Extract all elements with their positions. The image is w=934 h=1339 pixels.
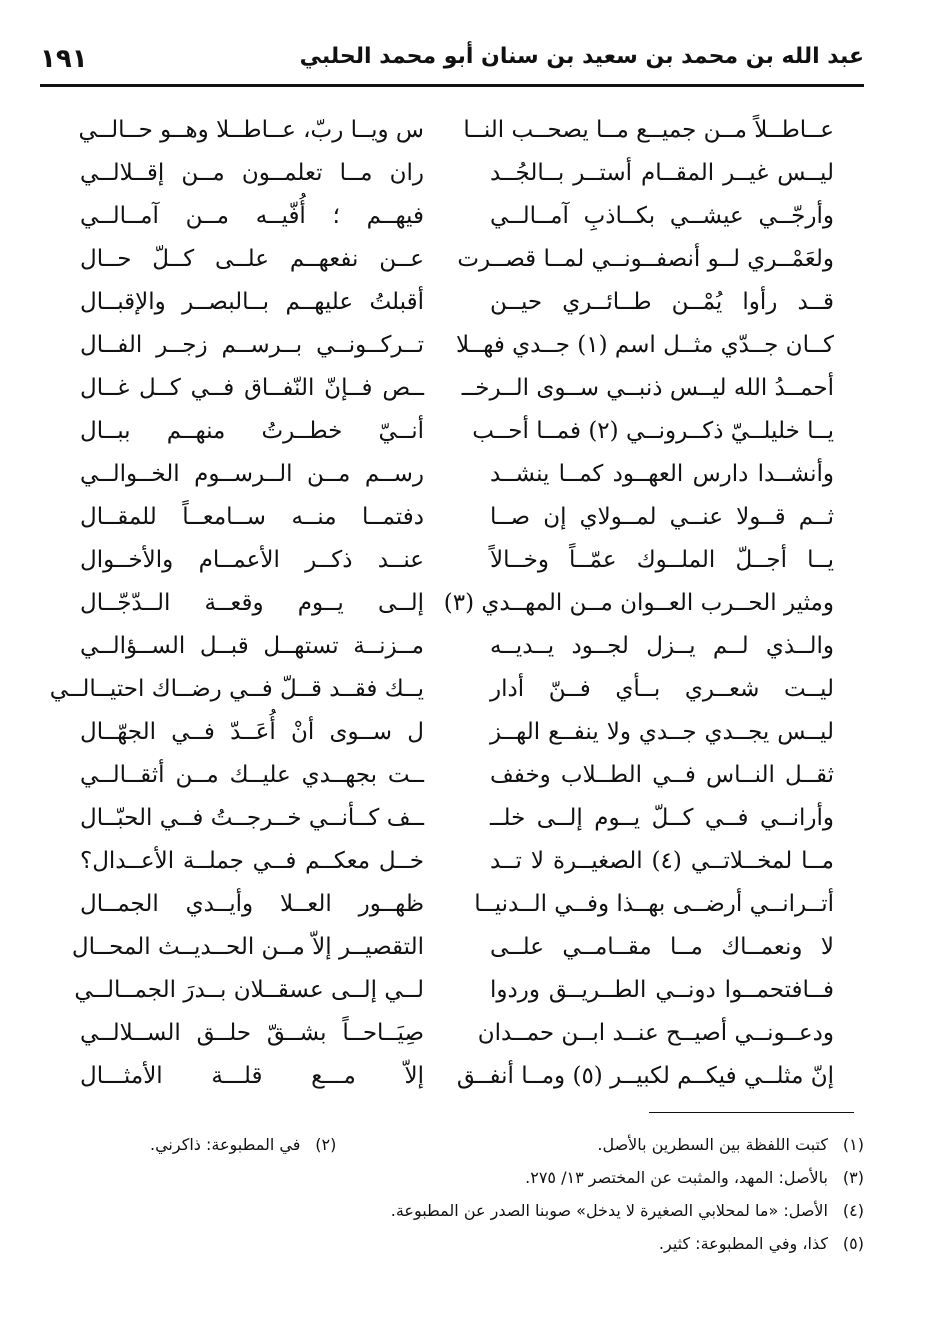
verse-line xyxy=(80,194,834,238)
footnote-row xyxy=(150,1161,864,1194)
header-rule xyxy=(40,84,864,87)
verse-line xyxy=(80,1054,834,1098)
verse-first-hemistich: فــافتحمــوا دونــي الطــريــق وردوا xyxy=(490,977,834,1003)
footnote-text: في المطبوعة: ذاكرني. xyxy=(150,1135,301,1154)
verse-second-hemistich: تــركــونــي بــرســم زجــر الفــال xyxy=(80,332,424,358)
footnote-1 xyxy=(597,1128,864,1161)
verse-second-hemistich: صِيَــاحــاً بشــقّ حلــق الســلالــي xyxy=(80,1020,424,1046)
verse-first-hemistich: وأرجّــي عيشــي بكــاذبِ آمــالــي xyxy=(490,203,834,229)
verse-line xyxy=(80,710,834,754)
verse-first-hemistich: ليــس غيــر المقــام أستــر بــالجُــد xyxy=(490,160,834,186)
verse-second-hemistich: س ويــا ربّ، عــاطــلا وهــو حــالــي xyxy=(78,117,424,143)
verse-first-hemistich: ثــم قــولا عنــي لمــولاي إن صــا xyxy=(490,504,834,530)
verse-second-hemistich: إلاّ مـــع قلـــة الأمثـــال xyxy=(80,1063,424,1089)
verse-line xyxy=(80,624,834,668)
footnote-number: (٣) xyxy=(842,1168,864,1187)
verse-first-hemistich: وأرانــي فــي كــلّ يــوم إلــى خلــ xyxy=(490,805,834,831)
verse-second-hemistich: يــك فقــد قــلّ فــي رضــاك احتيــالــي xyxy=(49,676,424,702)
verse-first-hemistich: عــاطــلاً مــن جميــع مــا يصحــب النــا xyxy=(463,117,834,143)
verse-second-hemistich: عــن نفعهــم علــى كــلّ حــال xyxy=(80,246,424,272)
verse-second-hemistich: ران مــا تعلمــون مــن إقــلالــي xyxy=(80,160,424,186)
verse-second-hemistich: ــت بجهــدي عليــك مــن أثقــالــي xyxy=(80,762,424,788)
page-number: ١٩١ xyxy=(40,44,88,74)
footnote-row xyxy=(150,1194,864,1227)
footnote-number: (٤) xyxy=(842,1201,864,1220)
footnote-text: بالأصل: المهد، والمثبت عن المختصر ١٣/ ٢٧٥. xyxy=(525,1168,828,1187)
verse-line xyxy=(80,108,834,152)
verse-first-hemistich: ومثير الحــرب العــوان مــن المهــدي (٣) xyxy=(443,590,834,616)
verse-line xyxy=(80,280,834,324)
verse-line xyxy=(80,323,834,367)
verse-first-hemistich: أتــرانــي أرضــى بهــذا وفــي الــدنيــا xyxy=(474,891,834,917)
verse-second-hemistich: ل ســوى أنْ أُعَــدّ فــي الجهّــال xyxy=(80,719,424,745)
verse-first-hemistich: ليــت شعــري بــأي فــنّ أدار xyxy=(490,676,834,702)
verse-second-hemistich: ظهــور العــلا وأيــدي الجمــال xyxy=(80,891,424,917)
verse-line xyxy=(80,495,834,539)
verse-first-hemistich: قــد رأوا يُمْــن طــائــري حيــن xyxy=(490,289,834,315)
verse-second-hemistich: ــص فــإنّ النّفــاق فــي كــل غــال xyxy=(80,375,424,401)
verse-line xyxy=(80,839,834,883)
verse-first-hemistich: لا ونعمــاك مــا مقــامــي علــى xyxy=(490,934,834,960)
verse-line xyxy=(74,968,834,1012)
verse-second-hemistich: لــي إلــى عسقــلان بــدرَ الجمــالــي xyxy=(74,977,424,1003)
verse-first-hemistich: يــا أجــلّ الملــوك عمّــاً وخــالاً xyxy=(490,547,834,573)
verse-line xyxy=(80,796,834,840)
footnote-row xyxy=(150,1227,864,1260)
verse-first-hemistich: أحمــدُ الله ليــس ذنبــي ســوى الــرخــ xyxy=(461,375,834,401)
footnote-number: (٢) xyxy=(315,1135,337,1154)
verse-first-hemistich: ودعــونــي أصيــح عنــد ابــن حمــدان xyxy=(477,1020,834,1046)
verse-line xyxy=(71,925,834,969)
verse-first-hemistich: ليــس يجــدي جــدي ولا ينفــع الهــز xyxy=(490,719,834,745)
footnotes xyxy=(150,1128,864,1260)
footnote-text: كتبت اللفظة بين السطرين بالأصل. xyxy=(597,1135,828,1154)
verse-first-hemistich: ولعَمْــري لــو أنصفــونــي لمــا قصــرت xyxy=(457,246,834,272)
running-title: عبد الله بن محمد بن سعيد بن سنان أبو محمد الحلبي xyxy=(299,44,864,69)
footnote-3 xyxy=(525,1161,864,1194)
verse-line xyxy=(80,538,834,582)
footnote-row xyxy=(150,1128,864,1161)
verse-first-hemistich: يــا خليلــيّ ذكــرونــي (٢) فمــا أحــب xyxy=(472,418,834,444)
verse-second-hemistich: فيهــم ؛ أُفّيــه مــن آمــالــي xyxy=(80,203,424,229)
verse-line xyxy=(49,667,834,711)
verse-line xyxy=(80,452,834,496)
footnote-text: كذا، وفي المطبوعة: كثير. xyxy=(658,1234,828,1253)
verse-first-hemistich: والــذي لــم يــزل لجــود يــديــه xyxy=(490,633,834,659)
verse-line xyxy=(80,581,834,625)
verse-line xyxy=(80,882,834,926)
verse-second-hemistich: عنــد ذكــر الأعمــام والأخــوال xyxy=(80,547,424,573)
verse-first-hemistich: مــا لمخــلاتــي (٤) الصغيــرة لا تــد xyxy=(490,848,834,874)
verse-line xyxy=(80,237,834,281)
verse-second-hemistich: التقصيــر إلاّ مــن الحــديــث المحــال xyxy=(71,934,424,960)
verse-second-hemistich: ــف كــأنــي خــرجــتُ فــي الحبّــال xyxy=(80,805,424,831)
verse-second-hemistich: رســم مــن الــرســوم الخــوالــي xyxy=(80,461,424,487)
footnote-text: الأصل: «ما لمحلابي الصغيرة لا يدخل» صوبنا الصدر عن المطبوعة. xyxy=(390,1201,828,1220)
verse-line xyxy=(80,151,834,195)
verse-first-hemistich: ثقــل النــاس فــي الطــلاب وخفف xyxy=(490,762,834,788)
verse-second-hemistich: أقبلتُ عليهــم بــالبصــر والإقبــال xyxy=(80,289,424,315)
verse-line xyxy=(80,1011,834,1055)
verse-line xyxy=(80,366,834,410)
verse-second-hemistich: مــزنــة تستهــل قبــل الســؤالــي xyxy=(80,633,424,659)
verse-second-hemistich: دفتمــا منــه ســامعــاً للمقــال xyxy=(80,504,424,530)
footnote-2 xyxy=(150,1128,336,1161)
verse-first-hemistich: إنّ مثلــي فيكــم لكبيــر (٥) ومــا أنفــق xyxy=(456,1063,834,1089)
footnote-number: (٥) xyxy=(842,1234,864,1253)
footnote-rule xyxy=(649,1112,854,1113)
verse-line xyxy=(80,409,834,453)
verse-first-hemistich: كــان جــدّي مثــل اسم (١) جــدي فهــلا xyxy=(456,332,834,358)
poem-body xyxy=(49,108,834,1098)
footnote-5 xyxy=(659,1227,864,1260)
footnote-4 xyxy=(391,1194,864,1227)
verse-first-hemistich: وأنشــدا دارس العهــود كمــا ينشــد xyxy=(490,461,834,487)
verse-line xyxy=(80,753,834,797)
verse-second-hemistich: أنــيّ خطــرتُ منهــم ببــال xyxy=(80,418,424,444)
page-header xyxy=(40,40,864,82)
footnote-number: (١) xyxy=(842,1135,864,1154)
verse-second-hemistich: خــل معكــم فــي جملــة الأعــدال؟ xyxy=(80,848,424,874)
verse-second-hemistich: إلــى يــوم وقعــة الــدّجّــال xyxy=(80,590,424,616)
